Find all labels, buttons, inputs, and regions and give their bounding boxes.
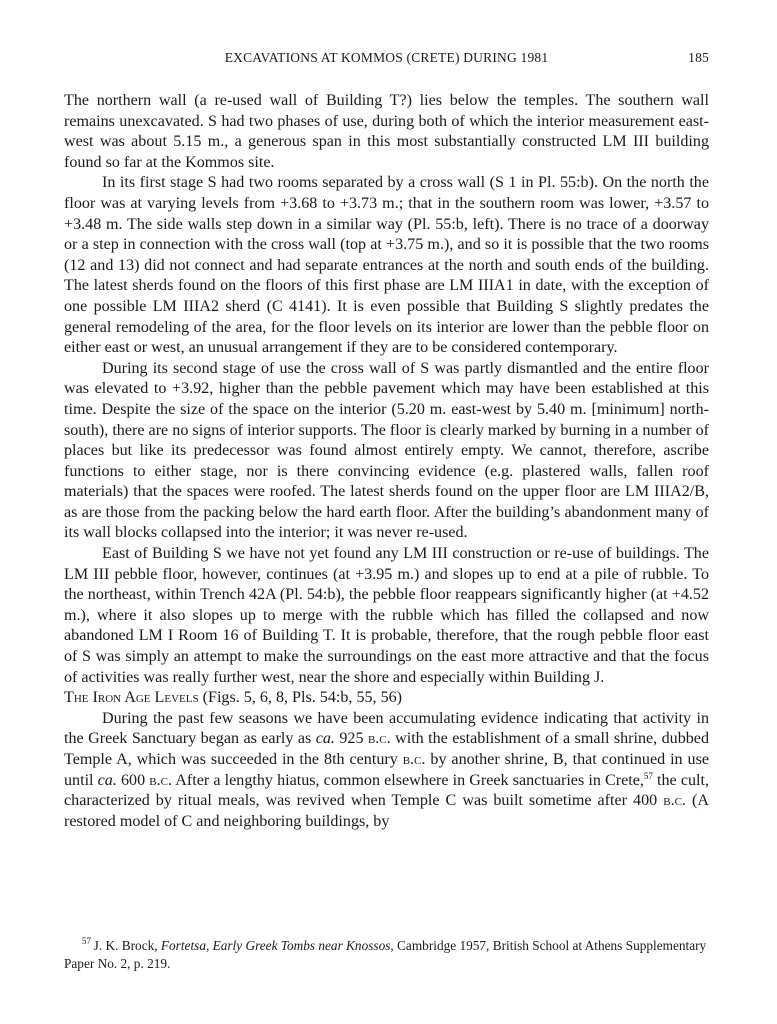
footnote-details: , Cambridge 1957, British School at Athens Supplementary Paper No. 2, p. 219. — [64, 938, 707, 971]
text-run: the cult, characterized by ritual meals, was revived when Temple C was built sometime after 400 — [64, 771, 709, 810]
body-text — [64, 91, 709, 832]
section-heading — [64, 688, 709, 709]
text-run: by another shrine, B, that continued in use until — [64, 751, 709, 789]
era-abbreviation: b.c. — [402, 751, 426, 768]
era-abbreviation: b.c. — [149, 771, 173, 789]
paragraph: The northern wall (a re-used wall of Building T?) lies below the temples. The southern wall remains unexcavated. S had two phases of use, during both of which the interior measurement east-west was about 5.15 m., a generous span in this most substantially constructed LM III building found so far at the Kommos site. — [64, 92, 709, 171]
page-number: 185 — [688, 50, 709, 65]
footnote — [64, 937, 709, 972]
running-title: EXCAVATIONS AT KOMMOS (CRETE) DURING 1981 — [224, 50, 549, 65]
paragraph: In its first stage S had two rooms separated by a cross wall (S 1 in Pl. 55:b). On the north the floor was at varying levels from +3.68 to +3.73 m.; that in the southern room was lower, +3.57 to +3.48 m. The side walls step down in a similar way (Pl. 55:b, left). There is no trace of a doorway or a step in connection with the cross wall (top at +3.75 m.), and so it is possible that the two rooms (12 and 13) did not connect and had separate entrances at the north and south ends of the building. The latest sherds found on the floors of this first phase are LM IIIA1 in date, with the exception of one possible LM IIIA2 sherd (C 4141). It is even possible that Building S slightly predates the general remodeling of the area, for the floor levels on its interior are lower than the pebble floor on either east or west, an unusual arrangement if they are to be considered contemporary. — [64, 174, 709, 357]
text-run: During the past few seasons we have been accumulating evidence indicating that activity in the Greek Sanctuary began as early as — [64, 709, 709, 748]
footnote-title: Fortetsa, Early Greek Tombs near Knossos — [160, 938, 391, 953]
text-run: (A restored model of C and neighboring buildings, by — [64, 792, 709, 830]
italic-text: ca. — [97, 771, 117, 789]
text-run: After a lengthy hiatus, common elsewhere in Greek sanctuaries in Crete, — [172, 771, 644, 789]
text-run: 600 — [116, 771, 150, 789]
footnote-number: 57 — [82, 936, 91, 946]
paragraph: East of Building S we have not yet found any LM III construction or re-use of buildings. The LM III pebble floor, however, continues (at +3.95 m.) and slopes up to end at a pile of rubble. To the northeast, within Trench 42A (Pl. 54:b), the pebble floor reappears significantly higher (at +4.52 m.), where it also slopes up to merge with the rubble which has filled the collapsed and now abandoned LM I Room 16 of Building T. It is probable, therefore, that the rough pebble floor east of S was simply an attempt to make the surroundings on the east more attractive and that the focus of activities was really further west, near the shore and especially within Building J. — [64, 545, 709, 686]
footnote-reference[interactable]: 57 — [643, 770, 653, 781]
footnote-author: J. K. Brock, — [93, 938, 158, 953]
paragraph: During its second stage of use the cross wall of S was partly dismantled and the entire floor was elevated to +3.92, higher than the pebble pavement which may have been established at this time. Despite the size of the space on the interior (5.20 m. east-west by 5.40 m. [minimum] north-south), there are no signs of interior supports. The floor is clearly marked by burning in a number of places but like its predecessor was found almost entirely empty. We cannot, therefore, ascribe functions to either stage, nor is there convincing evidence (e.g. plastered walls, fallen roof materials) that the spaces were roofed. The latest sherds found on the upper floor are LM IIIA2/B, as are those from the packing below the hard earth floor. After the building’s abandonment many of its wall blocks collapsed into the interior; it was never re-used. — [64, 359, 709, 542]
running-header — [64, 50, 709, 70]
era-abbreviation: b.c. — [663, 792, 686, 810]
paragraph — [64, 709, 709, 833]
section-references: (Figs. 5, 6, 8, Pls. 54:b, 55, 56) — [202, 689, 403, 707]
section-title: The Iron Age Levels — [64, 689, 199, 707]
text-run: 925 — [334, 730, 368, 748]
era-abbreviation: b.c. — [367, 730, 391, 748]
text-run: with the establishment of a small shrine, dubbed Temple A, which was succeeded in the 8th century — [64, 730, 710, 768]
italic-text: ca. — [315, 730, 335, 748]
